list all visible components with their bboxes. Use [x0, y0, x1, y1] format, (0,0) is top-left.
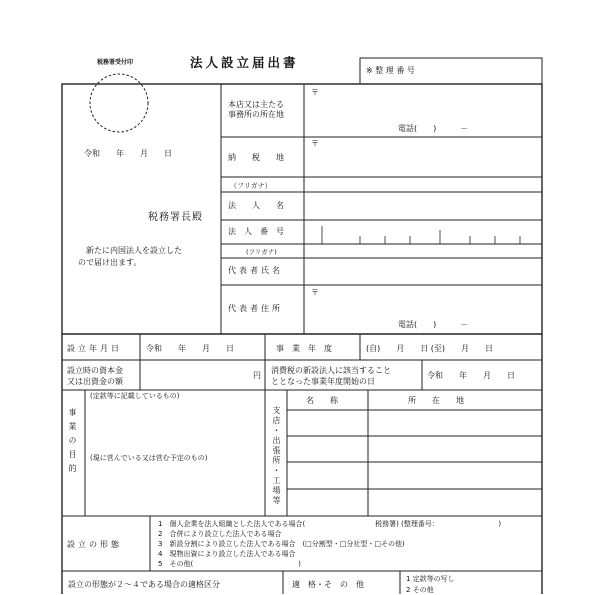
attachment-1: 1 定款等の写し — [406, 575, 455, 583]
form-item-4: 4 現物出資により設立した法人である場合 — [158, 550, 296, 558]
representative-address-label: 代表者住所 — [228, 304, 283, 313]
notice-text-line-2: ので届け出ます。 — [78, 258, 142, 267]
tax-office-addressee: 税務署長殿 — [148, 212, 203, 223]
form-item-2: 2 合併により設立した法人である場合 — [158, 530, 282, 538]
establishment-date-value: 令和 年 月 日 — [146, 344, 234, 353]
capital-label-2: 又は出資金の額 — [67, 377, 123, 386]
fiscal-year-value: (自) 月 日 (至) 月 日 — [366, 344, 494, 353]
hq-address-label-1: 本店又は主たる — [228, 100, 284, 109]
rep-furigana-label: (フリガナ) — [246, 248, 277, 256]
capital-label-1: 設立時の資本金 — [67, 366, 123, 375]
postal-mark-2: 〒 — [311, 139, 319, 148]
fiscal-year-label: 事 業 年 度 — [276, 344, 332, 353]
corporation-number-label: 法 人 番 号 — [228, 227, 284, 236]
notice-text-line-1: 新たに内国法人を設立した — [86, 246, 182, 255]
business-note-actual: (現に営んでいる又は営む予定のもの) — [90, 454, 208, 462]
reference-number-label: ※ 整 理 番 号 — [366, 66, 415, 75]
qualification-value: 適 格・そ の 他 — [292, 580, 364, 589]
form-item-3: 3 新設分割により設立した法人である場合 (□分割型・□分社型・□その他) — [158, 540, 405, 548]
establishment-form-label: 設立の形態 — [67, 540, 122, 549]
branch-label: 支店・出張所・工場等 — [272, 406, 281, 506]
form-item-5: 5 その他( ) — [158, 560, 301, 568]
attachment-2: 2 その他 — [406, 586, 434, 594]
branch-column-address: 所 在 地 — [408, 396, 464, 405]
representative-name-label: 代表者氏名 — [228, 266, 283, 275]
branch-column-name: 名 称 — [306, 396, 338, 405]
capital-unit: 円 — [253, 371, 261, 380]
qualification-label: 設立の形態が２～４である場合の適格区分 — [68, 580, 220, 589]
postal-mark-3: 〒 — [311, 288, 319, 297]
form-title: 法人設立届出書 — [190, 55, 299, 70]
postal-mark: 〒 — [311, 88, 319, 97]
business-purpose-label: 事業の目的 — [68, 408, 77, 478]
submission-date: 令和 年 月 日 — [84, 149, 172, 158]
establishment-date-label: 設立年月日 — [67, 344, 122, 353]
consumption-tax-date: 令和 年 月 日 — [427, 371, 515, 380]
hq-address-label-2: 事務所の所在地 — [228, 110, 284, 119]
consumption-tax-label-1: 消費税の新設法人に該当すること — [271, 366, 391, 375]
business-note-articles: (定款等に記載しているもの) — [90, 392, 180, 400]
receipt-stamp-label: 税務署受付印 — [97, 59, 134, 66]
consumption-tax-label-2: ととなった事業年度開始の日 — [271, 377, 375, 386]
furigana-label: （フリガナ） — [230, 182, 272, 190]
form-item-1: 1 個人企業を法人組織とした法人である場合( 税務署) (整理番号： ) — [158, 520, 502, 528]
corporation-name-label: 法 人 名 — [228, 201, 284, 210]
tax-place-label: 納 税 地 — [228, 153, 284, 162]
representative-phone: 電話( ) － — [398, 320, 469, 329]
hq-phone: 電話( ) － — [398, 124, 469, 133]
